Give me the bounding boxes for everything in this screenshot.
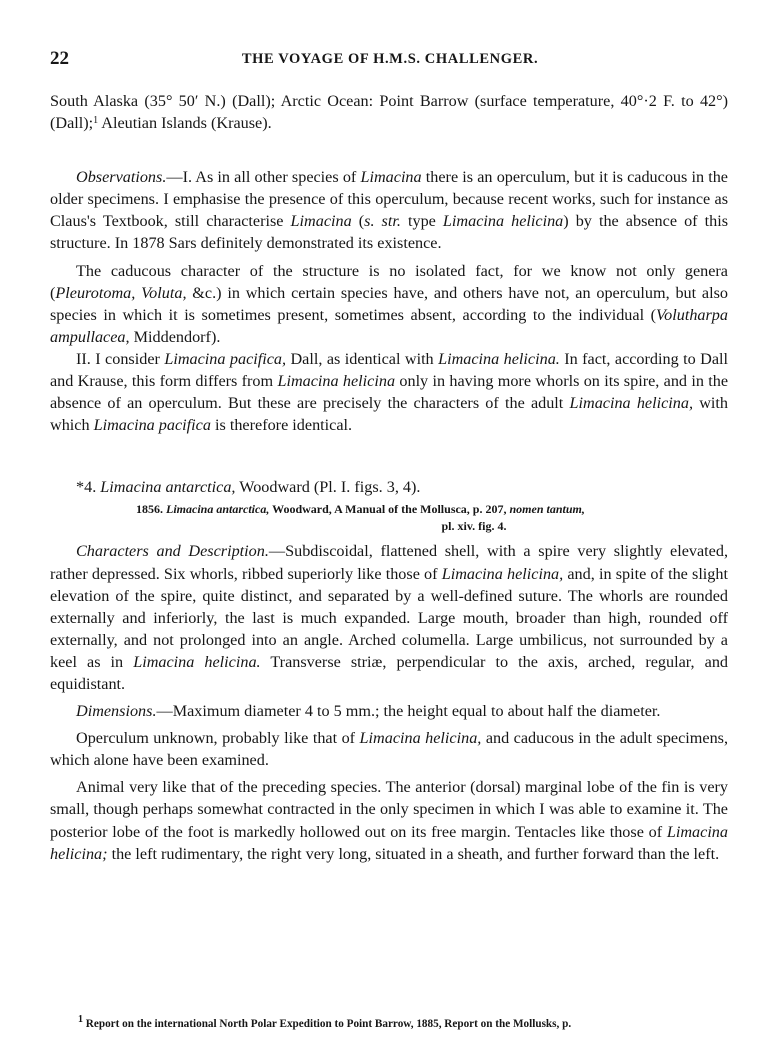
page-number: 22 bbox=[50, 48, 69, 69]
observations-label: Observations. bbox=[76, 168, 167, 187]
description-label: Characters and Description. bbox=[76, 542, 269, 561]
page-header bbox=[50, 48, 730, 74]
paragraph-animal: Animal very like that of the preceding species. The anterior (dorsal) marginal lobe of the fin is very small, though perhaps somewhat contracted in the only specimen in which I was able to examine it. The posterior lobe of the foot is markedly hollowed out on its free margin. Tentacles like those of Limacina helicina; the left rudimentary, the right very long, situated in a sheath, and further forward than the left. bbox=[50, 778, 728, 863]
paragraph-observations-3: II. I consider Limacina pacifica, Dall, as identical with Limacina helicina. In fact, according to Dall and Krause, this form differs from Limacina helicina only in having more whorls on its spire, and in the absence of an operculum. But these are precisely the characters of the adult Limacina helicina, with which Limacina pacifica is therefore identical. bbox=[50, 349, 729, 435]
species-heading: *4. Limacina antarctica, Woodward (Pl. I. figs. 3, 4). bbox=[76, 478, 421, 497]
footnote: $^1$ Report on the international North Polar Expedition to Point Barrow, 1885, Report on the Mollusks, p. bbox=[78, 1014, 572, 1030]
paragraph-observations-1: Observations.—I. As in all other species of Limacina there is an operculum, but it is caducous in the older specimens. I emphasise the presence of this operculum, because recent works, such for instance as Claus's Textbook, still characterise Limacina (s. str. type Limacina helicina) by the absence of this structure. In 1878 Sars definitely demonstrated its existence. bbox=[50, 168, 729, 253]
synonymy-entry: 1856. Limacina antarctica, Woodward, A Manual of the Mollusca, p. 207, nomen tantum, pl. xiv. fig. 4. bbox=[136, 502, 585, 534]
paragraph-observations-2: The caducous character of the structure is no isolated fact, for we know not only genera (Pleurotoma, Voluta, &c.) in which certain species have, and others have not, an operculum, but also species in which it is sometimes present, sometimes absent, according to the individual (Volutharpa ampullacea, Middendorf). bbox=[50, 261, 729, 346]
footnote-marker: 1 bbox=[93, 115, 99, 127]
running-head: THE VOYAGE OF H.M.S. CHALLENGER. bbox=[241, 51, 539, 67]
footnote-mark: 1 bbox=[78, 1014, 83, 1025]
paragraph-operculum: Operculum unknown, probably like that of Limacina helicina, and caducous in the adult specimens, which alone have been examined. bbox=[50, 729, 729, 770]
species-number: *4. bbox=[76, 478, 97, 497]
dimensions-label: Dimensions. bbox=[76, 702, 157, 721]
species-name: Limacina antarctica, bbox=[100, 478, 236, 497]
paragraph-distribution: South Alaska (35° 50′ N.) (Dall); Arctic Ocean: Point Barrow (surface temperature, 40°·2 F. to 42°) (Dall);$^1$ Aleutian Islands (Krause). bbox=[50, 92, 728, 133]
body-text bbox=[50, 90, 728, 865]
paragraph-dimensions: Dimensions.—Maximum diameter 4 to 5 mm.; the height equal to about half the diameter. bbox=[76, 702, 661, 721]
paragraph-description: Characters and Description.—Subdiscoidal, flattened shell, with a spire very slightly elevated, rather depressed. Six whorls, ribbed superiorly like those of Limacina helicina, and, in spite of the slight elevation of the spire, quite distinct, and separated by a well-defined suture. The whorls are rounded externally and inferiorly, the last is much expanded. Large mouth, broader than high, rounded off externally, and not prolonged into an angle. Arched columella. Large umbilicus, not surrounded by a keel as in Limacina helicina. Transverse striæ, perpendicular to the axis, arched, regular, and equidistant. bbox=[50, 542, 729, 693]
